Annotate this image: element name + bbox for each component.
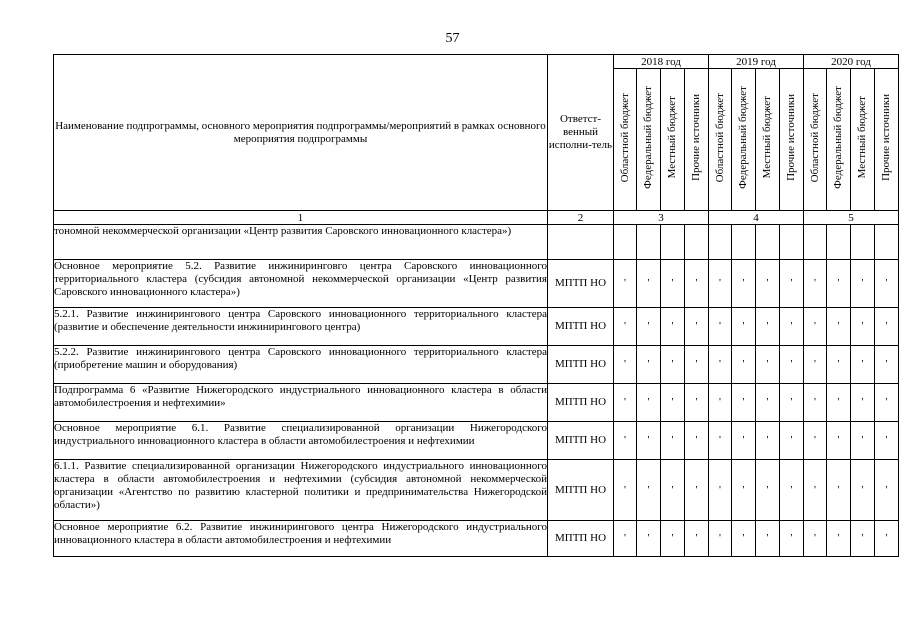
budget-cell: ' bbox=[661, 460, 685, 521]
header-row-years bbox=[54, 55, 899, 69]
table-row bbox=[54, 225, 899, 260]
budget-cell bbox=[780, 225, 804, 260]
table-row bbox=[54, 460, 899, 521]
budget-cell: ' bbox=[827, 521, 851, 557]
budget-cell: ' bbox=[804, 460, 827, 521]
budget-cell: ' bbox=[756, 308, 780, 346]
budget-cell: ' bbox=[732, 521, 756, 557]
budget-cell bbox=[732, 225, 756, 260]
budget-cell: ' bbox=[780, 346, 804, 384]
row-name: Основное мероприятие 6.2. Развитие инжинирингового центра Нижегородского индустриального инновационного кластера в области автомобилестроения и нефтехимии bbox=[54, 521, 548, 557]
source-header: Местный бюджет bbox=[851, 69, 875, 211]
budget-cell: ' bbox=[661, 422, 685, 460]
budget-cell: ' bbox=[804, 384, 827, 422]
budget-cell: ' bbox=[661, 521, 685, 557]
budget-cell bbox=[756, 225, 780, 260]
table-body bbox=[54, 225, 899, 557]
budget-cell: ' bbox=[685, 260, 709, 308]
column-numbers-row bbox=[54, 211, 899, 225]
column-number: 3 bbox=[614, 211, 709, 225]
table-row bbox=[54, 384, 899, 422]
source-header: Областной бюджет bbox=[614, 69, 637, 211]
budget-cell: ' bbox=[614, 260, 637, 308]
budget-cell bbox=[827, 225, 851, 260]
budget-cell bbox=[709, 225, 732, 260]
row-responsible: МПТП НО bbox=[548, 521, 614, 557]
budget-cell: ' bbox=[732, 460, 756, 521]
budget-cell: ' bbox=[614, 422, 637, 460]
budget-cell bbox=[875, 225, 899, 260]
row-name: Подпрограмма 6 «Развитие Нижегородского индустриального инновационного кластера в области автомобилестроения и нефтехимии» bbox=[54, 384, 548, 422]
budget-cell: ' bbox=[685, 521, 709, 557]
row-name: 6.1.1. Развитие специализированной организации Нижегородского индустриального инновационного кластера в области автомобилестроения и нефтехимии (субсидия автономной некоммерческой организации «Агентство по развитию кластерной политики и предпринимательства Нижегородской области») bbox=[54, 460, 548, 521]
budget-cell: ' bbox=[804, 308, 827, 346]
budget-cell: ' bbox=[637, 346, 661, 384]
budget-cell: ' bbox=[851, 346, 875, 384]
budget-cell: ' bbox=[827, 308, 851, 346]
budget-cell: ' bbox=[780, 260, 804, 308]
budget-cell: ' bbox=[614, 384, 637, 422]
budget-table bbox=[53, 54, 899, 557]
budget-cell: ' bbox=[732, 384, 756, 422]
budget-cell: ' bbox=[709, 422, 732, 460]
budget-cell bbox=[851, 225, 875, 260]
budget-cell: ' bbox=[685, 308, 709, 346]
budget-cell: ' bbox=[756, 346, 780, 384]
header-name-column: Наименование подпрограммы, основного мероприятия подпрограммы/мероприятий в рамках основного мероприятия подпрограммы bbox=[54, 55, 548, 211]
budget-cell: ' bbox=[756, 521, 780, 557]
budget-cell: ' bbox=[614, 346, 637, 384]
budget-cell: ' bbox=[875, 308, 899, 346]
table-row bbox=[54, 346, 899, 384]
budget-cell: ' bbox=[804, 260, 827, 308]
budget-cell: ' bbox=[685, 422, 709, 460]
budget-cell: ' bbox=[780, 460, 804, 521]
table-row bbox=[54, 260, 899, 308]
budget-cell: ' bbox=[685, 384, 709, 422]
budget-cell: ' bbox=[851, 460, 875, 521]
source-header: Прочие источники bbox=[685, 69, 709, 211]
row-name: тономной некоммерческой организации «Центр развития Саровского инновационного кластера») bbox=[54, 225, 548, 260]
budget-cell: ' bbox=[661, 384, 685, 422]
budget-cell: ' bbox=[661, 308, 685, 346]
row-responsible: МПТП НО bbox=[548, 384, 614, 422]
budget-cell: ' bbox=[637, 384, 661, 422]
source-header: Федеральный бюджет bbox=[732, 69, 756, 211]
source-header: Областной бюджет bbox=[804, 69, 827, 211]
budget-cell: ' bbox=[827, 422, 851, 460]
budget-cell bbox=[661, 225, 685, 260]
budget-cell: ' bbox=[804, 521, 827, 557]
row-responsible: МПТП НО bbox=[548, 346, 614, 384]
table-row bbox=[54, 308, 899, 346]
budget-cell: ' bbox=[709, 308, 732, 346]
budget-cell: ' bbox=[614, 308, 637, 346]
budget-cell: ' bbox=[875, 460, 899, 521]
budget-cell: ' bbox=[756, 422, 780, 460]
page-number: 57 bbox=[445, 31, 460, 46]
budget-cell: ' bbox=[804, 346, 827, 384]
budget-cell: ' bbox=[780, 422, 804, 460]
row-responsible: МПТП НО bbox=[548, 308, 614, 346]
source-header: Местный бюджет bbox=[756, 69, 780, 211]
budget-cell: ' bbox=[709, 346, 732, 384]
budget-cell bbox=[637, 225, 661, 260]
budget-cell: ' bbox=[875, 384, 899, 422]
budget-cell: ' bbox=[614, 521, 637, 557]
budget-cell: ' bbox=[637, 260, 661, 308]
row-name: 5.2.1. Развитие инжинирингового центра Саровского инновационного территориального кластера (развитие и обеспечение деятельности инжинирингового центра) bbox=[54, 308, 548, 346]
column-number: 5 bbox=[804, 211, 899, 225]
budget-cell: ' bbox=[685, 346, 709, 384]
budget-cell bbox=[685, 225, 709, 260]
row-responsible: МПТП НО bbox=[548, 460, 614, 521]
budget-cell: ' bbox=[875, 521, 899, 557]
year-2019-header: 2019 год bbox=[709, 55, 804, 69]
budget-cell: ' bbox=[851, 422, 875, 460]
budget-cell: ' bbox=[827, 346, 851, 384]
table-row bbox=[54, 521, 899, 557]
budget-cell: ' bbox=[709, 260, 732, 308]
budget-cell: ' bbox=[875, 260, 899, 308]
budget-cell: ' bbox=[637, 422, 661, 460]
budget-cell bbox=[614, 225, 637, 260]
table-row bbox=[54, 422, 899, 460]
column-number: 1 bbox=[54, 211, 548, 225]
budget-cell bbox=[804, 225, 827, 260]
budget-cell: ' bbox=[756, 384, 780, 422]
budget-cell: ' bbox=[780, 308, 804, 346]
budget-cell: ' bbox=[827, 260, 851, 308]
budget-cell: ' bbox=[637, 308, 661, 346]
source-header: Прочие источники bbox=[875, 69, 899, 211]
budget-cell: ' bbox=[709, 460, 732, 521]
row-name: Основное мероприятие 6.1. Развитие специализированной организации Нижегородского индустриального инновационного кластера в области автомобилестроения и нефтехимии bbox=[54, 422, 548, 460]
budget-cell: ' bbox=[827, 384, 851, 422]
header-responsible-column: Ответст-венный исполни-тель bbox=[548, 55, 614, 211]
budget-cell: ' bbox=[709, 384, 732, 422]
budget-cell: ' bbox=[709, 521, 732, 557]
budget-cell: ' bbox=[637, 460, 661, 521]
column-number: 2 bbox=[548, 211, 614, 225]
row-name: Основное мероприятие 5.2. Развитие инжиниринговго центра Саровского инновационного территориального кластера (субсидия автономной некоммерческой организации «Центр развития Саровского инновационного кластера») bbox=[54, 260, 548, 308]
row-responsible: МПТП НО bbox=[548, 422, 614, 460]
budget-cell: ' bbox=[732, 260, 756, 308]
year-2018-header: 2018 год bbox=[614, 55, 709, 69]
budget-cell: ' bbox=[685, 460, 709, 521]
budget-cell: ' bbox=[827, 460, 851, 521]
budget-cell: ' bbox=[780, 521, 804, 557]
budget-cell: ' bbox=[732, 346, 756, 384]
row-responsible: МПТП НО bbox=[548, 260, 614, 308]
budget-cell: ' bbox=[756, 260, 780, 308]
budget-cell: ' bbox=[637, 521, 661, 557]
source-header: Местный бюджет bbox=[661, 69, 685, 211]
row-name: 5.2.2. Развитие инжинирингового центра Саровского инновационного территориального кластера (приобретение машин и оборудования) bbox=[54, 346, 548, 384]
budget-cell: ' bbox=[732, 422, 756, 460]
budget-cell: ' bbox=[780, 384, 804, 422]
budget-cell: ' bbox=[875, 346, 899, 384]
budget-cell: ' bbox=[851, 384, 875, 422]
budget-cell: ' bbox=[614, 460, 637, 521]
budget-cell: ' bbox=[851, 260, 875, 308]
budget-cell: ' bbox=[732, 308, 756, 346]
budget-cell: ' bbox=[661, 346, 685, 384]
budget-cell: ' bbox=[661, 260, 685, 308]
source-header: Областной бюджет bbox=[709, 69, 732, 211]
year-2020-header: 2020 год bbox=[804, 55, 899, 69]
source-header: Федеральный бюджет bbox=[637, 69, 661, 211]
source-header: Прочие источники bbox=[780, 69, 804, 211]
budget-cell: ' bbox=[851, 521, 875, 557]
column-number: 4 bbox=[709, 211, 804, 225]
budget-cell: ' bbox=[804, 422, 827, 460]
budget-cell: ' bbox=[851, 308, 875, 346]
row-responsible bbox=[548, 225, 614, 260]
source-header: Федеральный бюджет bbox=[827, 69, 851, 211]
budget-cell: ' bbox=[756, 460, 780, 521]
budget-cell: ' bbox=[875, 422, 899, 460]
